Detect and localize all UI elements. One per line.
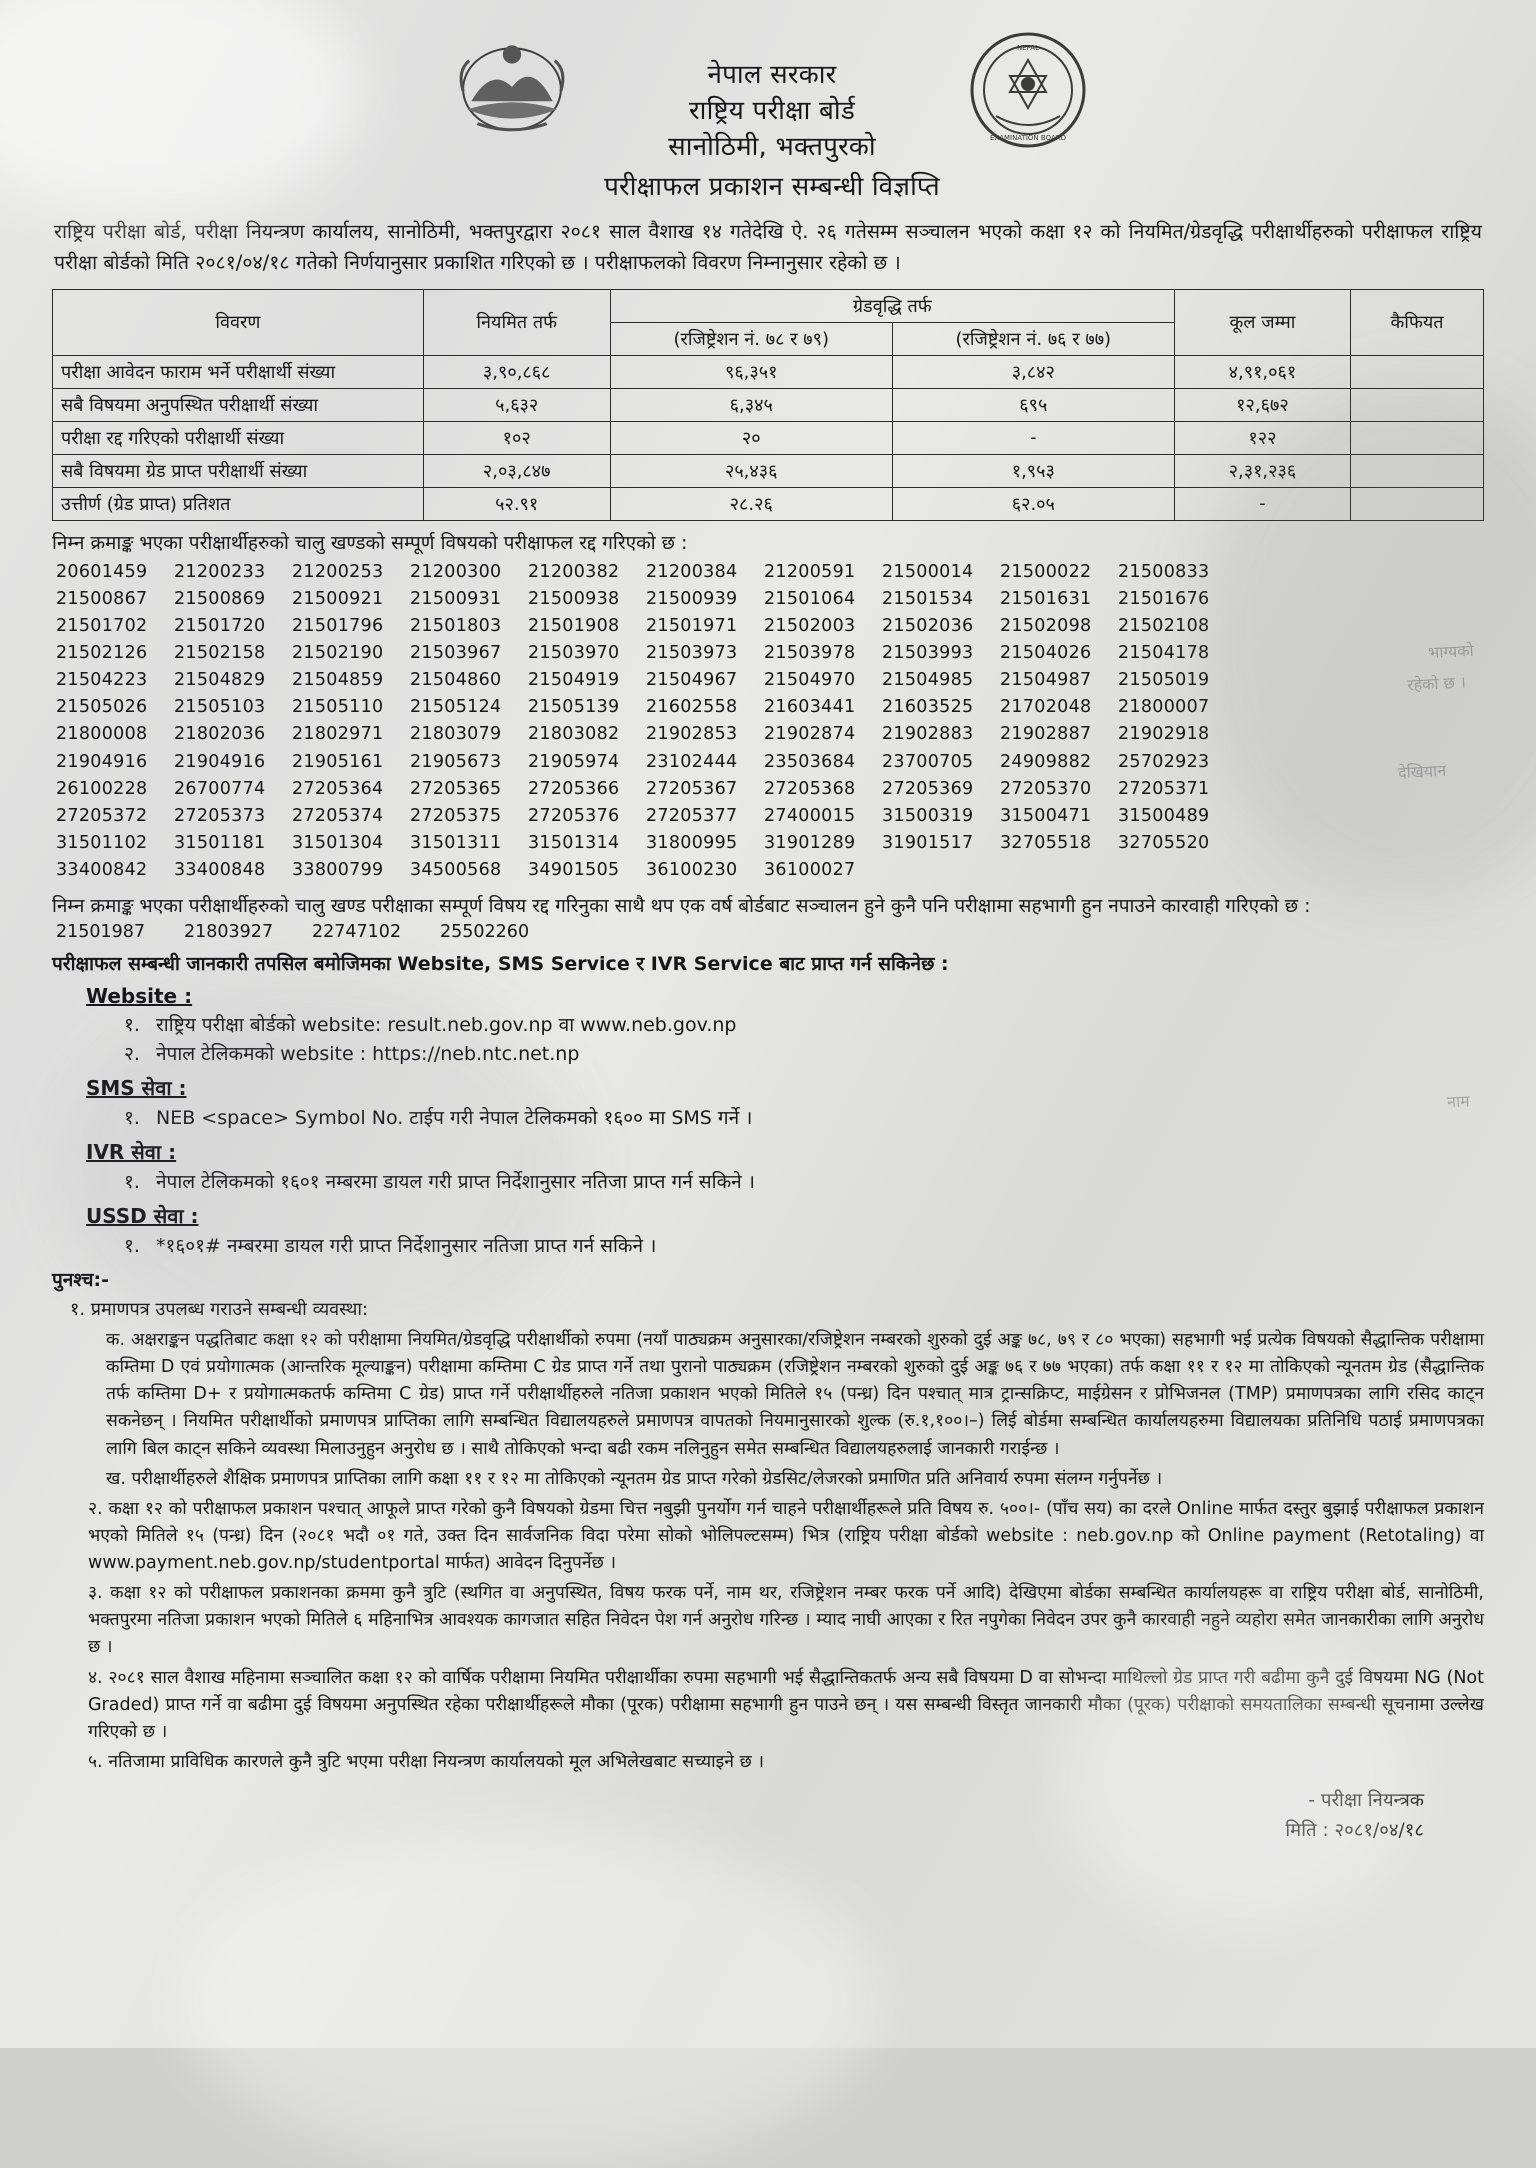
symbol-number: 31501314 <box>528 832 620 853</box>
symbol-number: 21702048 <box>1000 697 1092 718</box>
intro-paragraph: राष्ट्रिय परीक्षा बोर्ड, परीक्षा नियन्त्रण कार्यालय, सानोठिमी, भक्तपुरद्वारा २०८१ साल वैशाख १४ गतेदेखि ऐ. २६ गतेसम्म सञ्चालन भएको कक्षा १२ को नियमित/ग्रेडवृद्धि परीक्षार्थीहरुको परीक्षाफल राष्ट्रिय परीक्षा बोर्डको मिति २०८१/०४/१८ गतेको निर्णयानुसार प्रकाशित गरिएको छ । परीक्षाफलको विवरण निम्नानुसार रहेको छ । <box>54 219 1482 275</box>
table-row <box>53 388 1484 421</box>
item-number: १. <box>124 1235 140 1258</box>
th-grade-a: (रजिष्ट्रेशन नं. ७८ र ७९) <box>610 322 892 355</box>
symbol-number: 25702923 <box>1118 751 1210 772</box>
symbol-number: 21501676 <box>1118 588 1210 609</box>
symbol-number: 21803082 <box>528 724 620 745</box>
service-item <box>124 1040 1484 1066</box>
svg-text:NEPAL: NEPAL <box>1016 44 1039 52</box>
symbol-number: 21502036 <box>882 615 974 636</box>
symbol-number: 21500931 <box>410 588 502 609</box>
table-header-row <box>53 289 1484 322</box>
row-total: १२२ <box>1174 421 1350 454</box>
service-heading-ussd: USSD सेवा : <box>86 1204 199 1229</box>
symbol-number: 27205366 <box>528 778 620 799</box>
row-remarks <box>1351 388 1484 421</box>
header-text-block <box>604 30 940 206</box>
symbol-number: 21501987 <box>56 922 146 943</box>
row-desc: सबै विषयमा अनुपस्थित परीक्षार्थी संख्या <box>53 388 424 421</box>
board-name: राष्ट्रिय परीक्षा बोर्ड <box>689 95 855 126</box>
symbol-number: 21905974 <box>528 751 620 772</box>
symbol-number: 27205373 <box>174 805 266 826</box>
symbol-number: 27205377 <box>646 805 738 826</box>
symbol-number: 21501908 <box>528 615 620 636</box>
handwritten-annotation: भाग्यको <box>1427 640 1475 663</box>
banned-symbol-list <box>56 922 1484 942</box>
symbol-number: 21501971 <box>646 615 738 636</box>
symbol-number: 27205372 <box>56 805 148 826</box>
symbol-number: 21802036 <box>174 724 266 745</box>
symbol-number: 25502260 <box>440 922 530 943</box>
row-desc: परीक्षा रद्द गरिएको परीक्षार्थी संख्या <box>53 421 424 454</box>
symbol-number: 21502003 <box>764 615 856 636</box>
symbol-number: 21500833 <box>1118 561 1210 582</box>
symbol-number: 21501796 <box>292 615 384 636</box>
symbol-number: 21200233 <box>174 561 266 582</box>
item-text: NEB <space> Symbol No. टाईप गरी नेपाल टेलिकमको १६०० मा SMS गर्ने । <box>156 1107 753 1130</box>
symbol-number: 24909882 <box>1000 751 1092 772</box>
symbol-number: 31500471 <box>1000 805 1092 826</box>
symbol-number: 22747102 <box>312 922 402 943</box>
symbol-number: 34500568 <box>410 860 502 881</box>
symbol-number: 21505019 <box>1118 670 1210 691</box>
symbol-number: 21505026 <box>56 697 148 718</box>
board-place: सानोठिमी, भक्तपुरको <box>668 131 876 162</box>
symbol-number: 21504985 <box>882 670 974 691</box>
row-total: १२,६७२ <box>1174 388 1350 421</box>
row-remarks <box>1351 454 1484 487</box>
symbol-row <box>56 694 1484 721</box>
handwritten-annotation: रहेको छ । <box>1406 672 1467 695</box>
symbol-number: 32705518 <box>1000 832 1092 853</box>
symbol-number: 31901289 <box>764 832 856 853</box>
symbol-number: 21200253 <box>292 561 384 582</box>
symbol-number: 21902883 <box>882 724 974 745</box>
symbol-number: 21200384 <box>646 561 738 582</box>
item-number: १. <box>124 1014 140 1037</box>
symbol-number: 21800008 <box>56 724 148 745</box>
item-text: नेपाल टेलिकमको १६०१ नम्बरमा डायल गरी प्राप्त निर्देशानुसार नतिजा प्राप्त गर्न सकिने । <box>156 1171 755 1194</box>
symbol-number: 21501720 <box>174 615 266 636</box>
row-grade-b: - <box>892 421 1174 454</box>
symbol-number: 21200382 <box>528 561 620 582</box>
item-text: नेपाल टेलिकमको website : https://neb.ntc.net.np <box>156 1043 580 1066</box>
symbol-number: 21904916 <box>56 751 148 772</box>
row-regular: २,०३,८४७ <box>423 454 610 487</box>
symbol-number: 21503967 <box>410 643 502 664</box>
symbol-number: 21905673 <box>410 751 502 772</box>
symbol-number: 21503970 <box>528 643 620 664</box>
postscript-label: पुनश्च:- <box>52 1269 109 1292</box>
symbol-number: 21504026 <box>1000 643 1092 664</box>
th-description: विवरण <box>53 289 424 355</box>
symbol-number: 31501304 <box>292 832 384 853</box>
row-grade-b: १,९५३ <box>892 454 1174 487</box>
symbol-number: 21502126 <box>56 643 148 664</box>
gov-name: नेपाल सरकार <box>707 60 837 90</box>
symbol-row <box>56 830 1484 857</box>
postscript-item-1-kha: ख. परीक्षार्थीहरुले शैक्षिक प्रमाणपत्र प्राप्तिका लागि कक्षा ११ र १२ मा तोकिएको न्यूनतम ग्रेड प्राप्त गरेको ग्रेडसिट/लेजरको प्रमाणित प्रति अनिवार्य रुपमा संलग्न गर्नुपर्नेछ । <box>106 1468 1163 1489</box>
postscript-item-1-head: १. प्रमाणपत्र उपलब्ध गराउने सम्बन्धी व्यवस्था: <box>70 1299 369 1321</box>
symbol-number: 21905161 <box>292 751 384 772</box>
symbol-number: 21802971 <box>292 724 384 745</box>
symbol-number: 27205369 <box>882 778 974 799</box>
symbol-number: 27205368 <box>764 778 856 799</box>
row-total: ४,९१,०६१ <box>1174 355 1350 388</box>
symbol-number: 27205371 <box>1118 778 1210 799</box>
symbol-number: 21503978 <box>764 643 856 664</box>
symbol-number: 21501534 <box>882 588 974 609</box>
symbol-number: 32705520 <box>1118 832 1210 853</box>
symbol-number: 21500022 <box>1000 561 1092 582</box>
table-row <box>53 421 1484 454</box>
symbol-number: 21504987 <box>1000 670 1092 691</box>
symbol-number: 21505110 <box>292 697 384 718</box>
item-number: १. <box>124 1171 140 1194</box>
symbol-number: 21904916 <box>174 751 266 772</box>
symbol-number: 20601459 <box>56 561 148 582</box>
th-total: कूल जम्मा <box>1174 289 1350 355</box>
symbol-number: 36100027 <box>764 860 856 881</box>
symbol-number: 21502190 <box>292 643 384 664</box>
symbol-number: 33800799 <box>292 860 384 881</box>
row-grade-b: ६९५ <box>892 388 1174 421</box>
symbol-number: 23700705 <box>882 751 974 772</box>
symbol-number: 21902887 <box>1000 724 1092 745</box>
document-header <box>52 30 1484 206</box>
symbol-number: 21200591 <box>764 561 856 582</box>
symbol-number: 21500921 <box>292 588 384 609</box>
symbol-number: 21504859 <box>292 670 384 691</box>
signature-date: मिति : २०८१/०४/१८ <box>1285 1819 1424 1841</box>
symbol-number: 33400848 <box>174 860 266 881</box>
symbol-number: 21500867 <box>56 588 148 609</box>
row-grade-a: २८.२६ <box>610 487 892 520</box>
service-item <box>124 1168 1484 1194</box>
symbol-number: 31500489 <box>1118 805 1210 826</box>
symbol-number: 31501311 <box>410 832 502 853</box>
service-item <box>124 1104 1484 1130</box>
symbol-number: 36100230 <box>646 860 738 881</box>
symbol-number: 33400842 <box>56 860 148 881</box>
symbol-row <box>56 721 1484 748</box>
neb-seal-icon <box>968 30 1088 150</box>
page-title: परीक्षाफल प्रकाशन सम्बन्धी विज्ञप्ति <box>604 171 940 202</box>
row-remarks <box>1351 355 1484 388</box>
symbol-row <box>56 749 1484 776</box>
nepal-emblem-icon <box>448 30 576 142</box>
symbol-row <box>56 776 1484 803</box>
row-desc: उत्तीर्ण (ग्रेड प्राप्त) प्रतिशत <box>53 487 424 520</box>
row-grade-b: ६२.०५ <box>892 487 1174 520</box>
service-item <box>124 1232 1484 1258</box>
banned-note: निम्न क्रमाङ्क भएका परीक्षार्थीहरुको चालु खण्ड परीक्षाका सम्पूर्ण विषय रद्द गरिनुका साथै थप एक वर्ष बोर्डबाट सञ्चालन हुने कुनै पनि परीक्षामा सहभागी हुन नपाउने कारवाही गरिएको छ : <box>52 895 1311 918</box>
postscript-item-5: ५. नतिजामा प्राविधिक कारणले कुनै त्रुटि भएमा परीक्षा नियन्त्रण कार्यालयको मूल अभिलेखबाट सच्याइने छ । <box>88 1751 765 1772</box>
item-text: राष्ट्रिय परीक्षा बोर्डको website: result.neb.gov.np वा www.neb.gov.np <box>156 1014 737 1037</box>
row-desc: परीक्षा आवेदन फाराम भर्ने परीक्षार्थी संख्या <box>53 355 424 388</box>
symbol-row <box>56 559 1484 586</box>
symbol-number: 21603441 <box>764 697 856 718</box>
symbol-row <box>56 803 1484 830</box>
symbol-number: 27205367 <box>646 778 738 799</box>
symbol-number: 23503684 <box>764 751 856 772</box>
symbol-number: 21504970 <box>764 670 856 691</box>
item-number: २. <box>124 1043 140 1066</box>
th-grade-group: ग्रेडवृद्धि तर्फ <box>610 289 1174 322</box>
th-grade-b: (रजिष्ट्रेशन नं. ७६ र ७७) <box>892 322 1174 355</box>
row-total: २,३१,२३६ <box>1174 454 1350 487</box>
row-regular: ५,६३२ <box>423 388 610 421</box>
row-regular: १०२ <box>423 421 610 454</box>
table-row <box>53 454 1484 487</box>
symbol-number: 21500014 <box>882 561 974 582</box>
handwritten-annotation: देखियान <box>1397 760 1447 783</box>
row-grade-a: २५,४३६ <box>610 454 892 487</box>
symbol-number: 21500939 <box>646 588 738 609</box>
symbol-number: 21504860 <box>410 670 502 691</box>
item-number: १. <box>124 1107 140 1130</box>
symbol-row <box>56 857 1484 884</box>
row-grade-b: ३,८४२ <box>892 355 1174 388</box>
cancelled-symbol-list <box>56 559 1484 885</box>
symbol-number: 21603525 <box>882 697 974 718</box>
symbol-number: 21501702 <box>56 615 148 636</box>
row-grade-a: ९६,३५१ <box>610 355 892 388</box>
symbol-number: 27205370 <box>1000 778 1092 799</box>
signatory-title: - परीक्षा नियन्त्रक <box>1308 1790 1424 1812</box>
symbol-number: 31901517 <box>882 832 974 853</box>
services-intro: परीक्षाफल सम्बन्धी जानकारी तपसिल बमोजिमका Website, SMS Service र IVR Service बाट प्राप्त गर्न सकिनेछ : <box>52 953 949 976</box>
symbol-number: 21902874 <box>764 724 856 745</box>
symbol-number: 21501064 <box>764 588 856 609</box>
result-summary-table <box>52 289 1484 521</box>
symbol-number: 21504223 <box>56 670 148 691</box>
symbol-row <box>56 640 1484 667</box>
symbol-number: 21500938 <box>528 588 620 609</box>
symbol-number: 21501631 <box>1000 588 1092 609</box>
symbol-number: 21505124 <box>410 697 502 718</box>
th-remarks: कैफियत <box>1351 289 1484 355</box>
handwritten-annotation: नाम <box>1446 1091 1471 1112</box>
symbol-number: 21803927 <box>184 922 274 943</box>
symbol-number: 26100228 <box>56 778 148 799</box>
row-regular: ३,९०,८६८ <box>423 355 610 388</box>
paper-highlight-2 <box>180 1828 880 2168</box>
postscript-item-4: ४. २०८१ साल वैशाख महिनामा सञ्चालित कक्षा १२ को वार्षिक परीक्षामा नियमित परीक्षार्थीका रुपमा सहभागी भई सैद्धान्तिकतर्फ अन्य सबै विषयमा D वा सोभन्दा माथिल्लो ग्रेड प्राप्त गरी बढीमा कुनै दुई विषयमा NG (Not Graded) प्राप्त गर्ने वा बढीमा दुई विषयमा अनुपस्थित रहेका परीक्षार्थीहरूले मौका (पूरक) परीक्षामा सहभागी हुन पाउने छन् । यस सम्बन्धी विस्तृत जानकारी मौका (पूरक) परीक्षाको समयतालिका सम्बन्धी सूचनामा उल्लेख गरिएको छ । <box>88 1667 1484 1742</box>
symbol-number: 27205374 <box>292 805 384 826</box>
table-row <box>53 355 1484 388</box>
postscript-item-1-ka: क. अक्षराङ्कन पद्धतिबाट कक्षा १२ को परीक्षामा नियमित/ग्रेडवृद्धि परीक्षार्थीको रुपमा (नयाँ पाठ्यक्रम अनुसारका/रजिष्ट्रेशन नम्बरको शुरुको दुई अङ्क ७८, ७९ र ८० भएका) सहभागी भई प्रत्येक विषयको सैद्धान्तिक परीक्षामा कम्तिमा D एवं प्रयोगात्मक (आन्तरिक मूल्याङ्कन) परीक्षामा कम्तिमा C ग्रेड प्राप्त गर्ने तथा पुरानो पाठ्यक्रम (रजिष्ट्रेशन नम्बरको शुरुको दुई अङ्क ७६ र ७७ भएका) तर्फ कक्षा ११ र १२ मा तोकिएको न्यूनतम ग्रेड (सैद्धान्तिक तर्फ कम्तिमा D+ र प्रयोगात्मकतर्फ कम्तिमा C ग्रेड) प्राप्त गर्ने परीक्षार्थीहरुले नतिजा प्रकाशन भएको मितिले १५ (पन्ध्र) दिन पश्चात् मात्र ट्रान्सक्रिप्ट, माईग्रेसन र प्रोभिजनल (TMP) प्रमाणपत्रका लागि रसिद काट्न सकनेछन् । नियमित परीक्षार्थीको प्रमाणपत्र प्राप्तिका लागि सम्बन्धित विद्यालयहरुले प्रमाणपत्र वापतको नियमानुसारको शुल्क (रु.१,१००।–) लिई बोर्डमा सम्बन्धित कार्यालयहरुमा विद्यालयका प्रतिनिधि पठाई प्रमाणपत्रका लागि बिल काट्न सकिने व्यवस्था मिलाउनुहुन अनुरोध छ । साथै तोकिएको भन्दा बढी रकम नलिनुहुन समेत सम्बन्धित विद्यालयहरुलाई जानकारी गराईन्छ । <box>106 1330 1484 1459</box>
svg-text:EXAMINATION BOARD: EXAMINATION BOARD <box>989 134 1066 142</box>
row-grade-a: ६,३४५ <box>610 388 892 421</box>
cancelled-note: निम्न क्रमाङ्क भएका परीक्षार्थीहरुको चालु खण्डको सम्पूर्ण विषयको परीक्षाफल रद्द गरिएको छ : <box>52 531 688 554</box>
service-heading-sms: SMS सेवा : <box>86 1076 187 1101</box>
symbol-row <box>56 586 1484 613</box>
symbol-number: 21501803 <box>410 615 502 636</box>
symbol-row <box>56 613 1484 640</box>
symbol-number: 31501102 <box>56 832 148 853</box>
symbol-number: 34901505 <box>528 860 620 881</box>
postscript-item-2: २. कक्षा १२ को परीक्षाफल प्रकाशन पश्चात् आफूले प्राप्त गरेको कुनै विषयको ग्रेडमा चित्त नबुझी पुनर्योग गर्न चाहने परीक्षार्थीहरूले प्रति विषय रु. ५००।- (पाँच सय) का दरले Online मार्फत दस्तुर बुझाई परीक्षाफल प्रकाशन भएको मितिले १५ (पन्ध्र) दिन (२०८१ भदौ ०१ गते, उक्त दिन सार्वजनिक विदा परेमा सोको भोलिपल्टसम्म) भित्र (राष्ट्रिय परीक्षा बोर्डको website : neb.gov.np को Online payment (Retotaling) वा www.payment.neb.gov.np/studentportal मार्फत) आवेदन दिनुपर्नेछ । <box>88 1498 1484 1574</box>
symbol-number: 21502158 <box>174 643 266 664</box>
row-total: - <box>1174 487 1350 520</box>
row-remarks <box>1351 421 1484 454</box>
symbol-number: 27205365 <box>410 778 502 799</box>
postscript-item-3: ३. कक्षा १२ को परीक्षाफल प्रकाशनका क्रममा कुनै त्रुटि (स्थगित वा अनुपस्थित, विषय फरक पर्ने, नाम थर, रजिष्ट्रेशन नम्बर फरक पर्ने आदि) देखिएमा बोर्डका सम्बन्धित कार्यालयहरू वा राष्ट्रिय परीक्षा बोर्ड, सानोठिमी, भक्तपुरमा नतिजा प्रकाशन भएको मितिले ६ महिनाभित्र आवश्यक कागजात सहित निवेदन पेश गर्न अनुरोध गरिन्छ । म्याद नाघी आएका र रित नपुगेका निवेदन उपर कुनै कारवाही नहुने व्यहोरा समेत जानकारीका लागि अनुरोध छ । <box>88 1583 1485 1658</box>
row-desc: सबै विषयमा ग्रेड प्राप्त परीक्षार्थी संख्या <box>53 454 424 487</box>
symbol-number: 21902918 <box>1118 724 1210 745</box>
symbol-number: 21500869 <box>174 588 266 609</box>
symbol-number: 21200300 <box>410 561 502 582</box>
symbol-number: 21504967 <box>646 670 738 691</box>
symbol-number: 21902853 <box>646 724 738 745</box>
row-grade-a: २० <box>610 421 892 454</box>
symbol-number: 21504829 <box>174 670 266 691</box>
row-remarks <box>1351 487 1484 520</box>
symbol-number: 21602558 <box>646 697 738 718</box>
symbol-number: 21505139 <box>528 697 620 718</box>
symbol-number: 23102444 <box>646 751 738 772</box>
symbol-number: 31800995 <box>646 832 738 853</box>
symbol-number: 21505103 <box>174 697 266 718</box>
symbol-number: 21800007 <box>1118 697 1210 718</box>
signature-block <box>52 1786 1484 1845</box>
symbol-number: 21502098 <box>1000 615 1092 636</box>
service-item <box>124 1011 1484 1037</box>
symbol-number: 27205364 <box>292 778 384 799</box>
symbol-number: 31500319 <box>882 805 974 826</box>
item-text: *१६०१# नम्बरमा डायल गरी प्राप्त निर्देशानुसार नतिजा प्राप्त गर्न सकिने । <box>156 1235 657 1258</box>
symbol-row <box>56 667 1484 694</box>
service-heading-ivr: IVR सेवा : <box>86 1140 177 1165</box>
symbol-number: 27205375 <box>410 805 502 826</box>
symbol-number: 31501181 <box>174 832 266 853</box>
symbol-number: 27400015 <box>764 805 856 826</box>
symbol-number: 21503993 <box>882 643 974 664</box>
row-regular: ५२.९१ <box>423 487 610 520</box>
table-row <box>53 487 1484 520</box>
symbol-number: 26700774 <box>174 778 266 799</box>
symbol-number: 21502108 <box>1118 615 1210 636</box>
symbol-number: 21504919 <box>528 670 620 691</box>
service-heading-website: Website : <box>86 984 193 1009</box>
symbol-number: 21803079 <box>410 724 502 745</box>
symbol-number: 27205376 <box>528 805 620 826</box>
symbol-number: 21503973 <box>646 643 738 664</box>
symbol-number: 21504178 <box>1118 643 1210 664</box>
th-regular: नियमित तर्फ <box>423 289 610 355</box>
